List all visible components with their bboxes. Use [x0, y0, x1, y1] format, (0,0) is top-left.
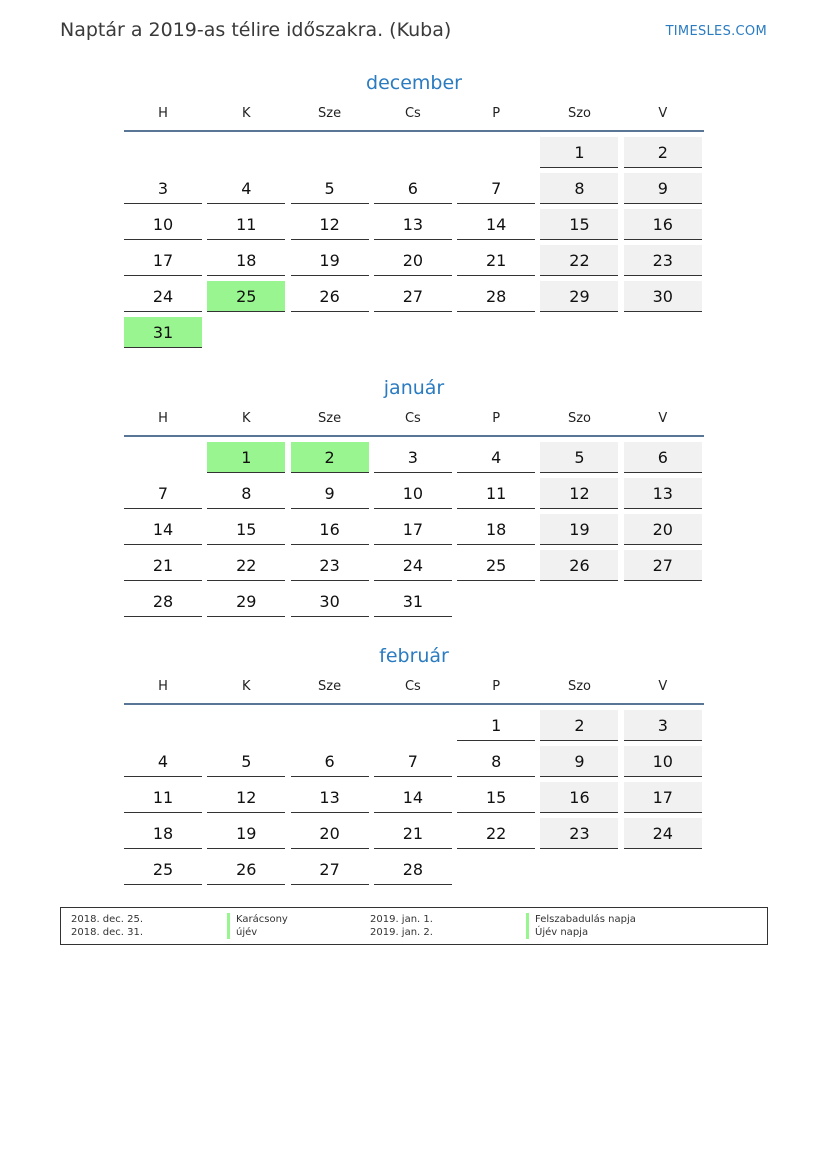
weekday-label: H	[158, 106, 168, 121]
month-name: december	[366, 72, 462, 94]
day-cell: 21	[374, 818, 452, 849]
day-cell: 27	[624, 550, 702, 581]
day-empty	[374, 317, 452, 348]
weekday-label: V	[658, 106, 668, 121]
day-cell: 11	[457, 478, 535, 509]
day-cell: 18	[457, 514, 535, 545]
month-2	[124, 641, 704, 885]
day-cell: 10	[124, 209, 202, 240]
day-cell: 18	[207, 245, 285, 276]
day-cell: 6	[374, 173, 452, 204]
day-cell: 21	[124, 550, 202, 581]
day-cell: 26	[540, 550, 618, 581]
day-empty	[207, 317, 285, 348]
day-cell: 14	[124, 514, 202, 545]
day-cell: 6	[624, 442, 702, 473]
legend-holiday-name: Karácsony	[227, 913, 288, 926]
day-empty	[291, 137, 369, 168]
weekday-label: Cs	[404, 411, 421, 426]
day-cell: 26	[291, 281, 369, 312]
day-cell: 3	[624, 710, 702, 741]
weekday-label: Sze	[318, 411, 342, 426]
month-name: január	[383, 377, 445, 399]
day-empty	[124, 137, 202, 168]
legend-date: 2019. jan. 1.	[370, 914, 433, 925]
day-cell: 21	[457, 245, 535, 276]
day-cell: 10	[374, 478, 452, 509]
day-empty	[291, 710, 369, 741]
weekday-label: K	[242, 411, 251, 426]
day-empty	[124, 710, 202, 741]
day-cell: 7	[124, 478, 202, 509]
day-cell: 5	[291, 173, 369, 204]
day-cell: 23	[540, 818, 618, 849]
day-cell: 19	[207, 818, 285, 849]
day-cell: 27	[374, 281, 452, 312]
day-empty	[540, 854, 618, 885]
legend-holiday-name: újév	[227, 926, 257, 939]
weekday-label: V	[658, 411, 668, 426]
weekday-label: Sze	[318, 106, 342, 121]
legend-item	[370, 913, 760, 926]
day-cell: 1	[457, 710, 535, 741]
day-empty	[624, 317, 702, 348]
day-empty	[624, 586, 702, 617]
day-cell: 28	[124, 586, 202, 617]
day-cell: 25	[207, 281, 285, 312]
legend-holiday-name: Újév napja	[526, 926, 588, 939]
day-cell: 12	[291, 209, 369, 240]
day-cell: 16	[291, 514, 369, 545]
day-cell: 5	[540, 442, 618, 473]
day-cell: 14	[457, 209, 535, 240]
legend-date: 2019. jan. 2.	[370, 927, 433, 938]
brand-link[interactable]: TIMESLES.COM	[665, 24, 767, 39]
weekday-label: V	[658, 679, 668, 694]
day-cell: 20	[374, 245, 452, 276]
day-cell: 3	[124, 173, 202, 204]
day-cell: 9	[291, 478, 369, 509]
weekday-label: Szo	[567, 106, 591, 121]
day-cell: 22	[207, 550, 285, 581]
day-cell: 7	[457, 173, 535, 204]
day-empty	[624, 854, 702, 885]
day-cell: 27	[291, 854, 369, 885]
day-cell: 24	[374, 550, 452, 581]
weekday-header	[124, 403, 704, 437]
day-cell: 30	[624, 281, 702, 312]
day-empty	[457, 317, 535, 348]
day-cell: 1	[540, 137, 618, 168]
weekday-label: P	[492, 106, 501, 121]
day-grid	[124, 137, 704, 348]
day-cell: 11	[207, 209, 285, 240]
day-cell: 10	[624, 746, 702, 777]
day-cell: 12	[540, 478, 618, 509]
day-cell: 9	[624, 173, 702, 204]
day-cell: 20	[291, 818, 369, 849]
day-cell: 16	[624, 209, 702, 240]
day-cell: 8	[207, 478, 285, 509]
weekday-label: Sze	[318, 679, 342, 694]
day-cell: 20	[624, 514, 702, 545]
day-empty	[457, 854, 535, 885]
day-cell: 28	[457, 281, 535, 312]
day-cell: 2	[540, 710, 618, 741]
day-cell: 31	[374, 586, 452, 617]
day-cell: 14	[374, 782, 452, 813]
day-cell: 17	[624, 782, 702, 813]
day-cell: 3	[374, 442, 452, 473]
day-cell: 22	[457, 818, 535, 849]
day-cell: 16	[540, 782, 618, 813]
month-0	[124, 68, 704, 348]
day-grid	[124, 442, 704, 617]
day-cell: 7	[374, 746, 452, 777]
day-cell: 12	[207, 782, 285, 813]
day-empty	[124, 442, 202, 473]
day-cell: 25	[124, 854, 202, 885]
day-cell: 29	[207, 586, 285, 617]
day-empty	[374, 137, 452, 168]
day-cell: 8	[540, 173, 618, 204]
weekday-label: Cs	[404, 106, 421, 121]
day-cell: 2	[624, 137, 702, 168]
day-cell: 22	[540, 245, 618, 276]
day-cell: 8	[457, 746, 535, 777]
day-empty	[540, 586, 618, 617]
day-cell: 30	[291, 586, 369, 617]
day-cell: 13	[291, 782, 369, 813]
page-title: Naptár a 2019-as télire időszakra. (Kuba)	[60, 19, 452, 41]
day-cell: 19	[291, 245, 369, 276]
day-cell: 31	[124, 317, 202, 348]
day-cell: 13	[624, 478, 702, 509]
day-cell: 4	[207, 173, 285, 204]
weekday-label: P	[492, 679, 501, 694]
day-cell: 24	[624, 818, 702, 849]
weekday-label: Szo	[567, 411, 591, 426]
weekday-label: Szo	[567, 679, 591, 694]
day-cell: 4	[457, 442, 535, 473]
legend-holiday-name: Felszabadulás napja	[526, 913, 636, 926]
day-empty	[457, 586, 535, 617]
day-cell: 15	[540, 209, 618, 240]
day-cell: 23	[291, 550, 369, 581]
weekday-label: K	[242, 106, 251, 121]
day-empty	[207, 710, 285, 741]
day-cell: 5	[207, 746, 285, 777]
day-empty	[207, 137, 285, 168]
day-empty	[374, 710, 452, 741]
month-1	[124, 373, 704, 617]
weekday-label: K	[242, 679, 251, 694]
legend-date: 2018. dec. 25.	[71, 914, 144, 925]
legend-date: 2018. dec. 31.	[71, 927, 144, 938]
day-cell: 24	[124, 281, 202, 312]
day-cell: 6	[291, 746, 369, 777]
holiday-legend	[60, 907, 768, 945]
day-empty	[291, 317, 369, 348]
weekday-label: P	[492, 411, 501, 426]
day-cell: 9	[540, 746, 618, 777]
legend-item	[370, 926, 760, 939]
day-cell: 1	[207, 442, 285, 473]
day-grid	[124, 710, 704, 885]
month-name: február	[379, 645, 449, 667]
day-cell: 26	[207, 854, 285, 885]
day-cell: 28	[374, 854, 452, 885]
day-cell: 2	[291, 442, 369, 473]
day-cell: 4	[124, 746, 202, 777]
day-empty	[540, 317, 618, 348]
day-cell: 15	[457, 782, 535, 813]
day-cell: 29	[540, 281, 618, 312]
day-cell: 23	[624, 245, 702, 276]
weekday-header	[124, 671, 704, 705]
day-cell: 11	[124, 782, 202, 813]
day-empty	[457, 137, 535, 168]
day-cell: 15	[207, 514, 285, 545]
weekday-label: Cs	[404, 679, 421, 694]
weekday-label: H	[158, 411, 168, 426]
day-cell: 17	[374, 514, 452, 545]
day-cell: 13	[374, 209, 452, 240]
day-cell: 17	[124, 245, 202, 276]
weekday-label: H	[158, 679, 168, 694]
day-cell: 25	[457, 550, 535, 581]
weekday-header	[124, 98, 704, 132]
day-cell: 18	[124, 818, 202, 849]
day-cell: 19	[540, 514, 618, 545]
